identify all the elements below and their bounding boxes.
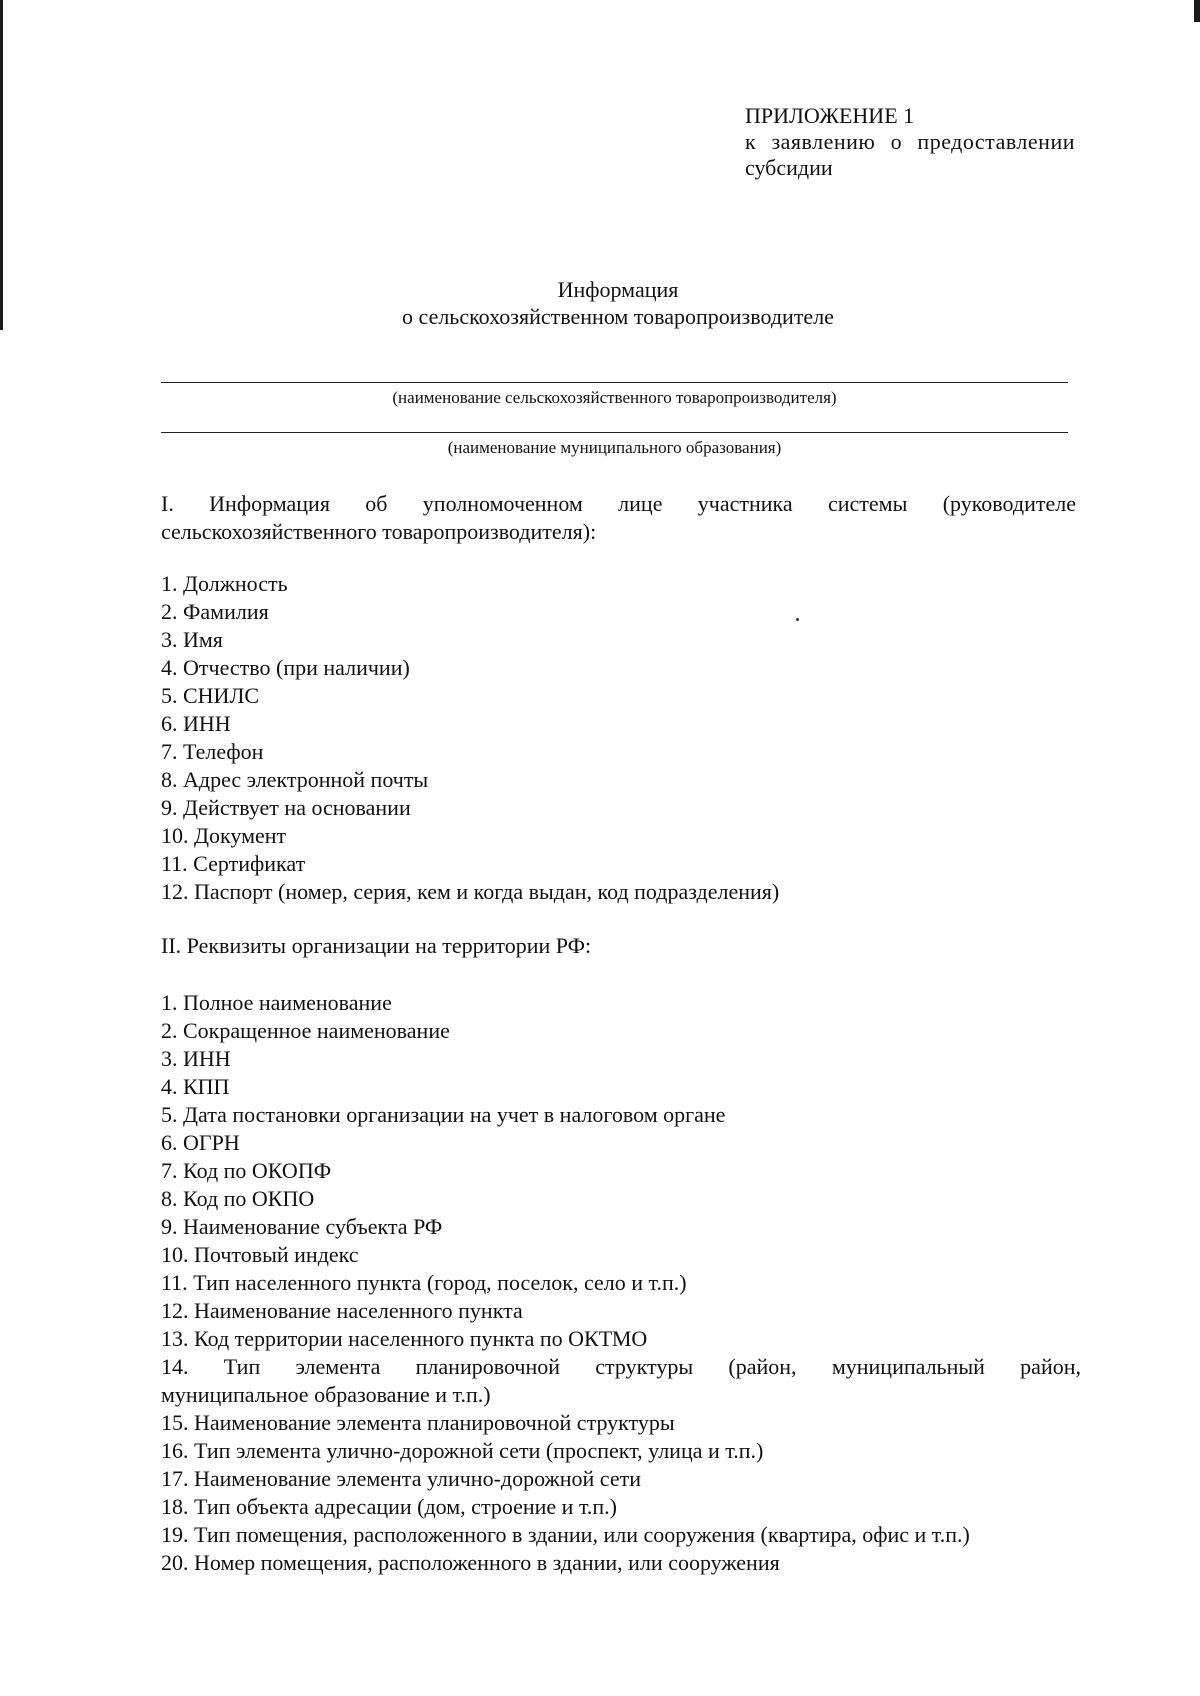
list-item: 9. Действует на основании <box>161 795 411 820</box>
list-item: 13. Код территории населенного пункта по ОКТМО <box>161 1326 648 1351</box>
list-item: 7. Телефон <box>161 739 264 764</box>
list-item: 18. Тип объекта адресации (дом, строение и т.п.) <box>161 1494 618 1519</box>
section-1-list <box>161 570 1081 906</box>
list-item: 6. ОГРН <box>161 1130 240 1155</box>
appendix-subtitle: к заявлению о предоставлении <box>745 129 1075 154</box>
producer-name-caption: (наименование сельскохозяйственного товаропроизводителя) <box>392 388 837 407</box>
list-item: 20. Номер помещения, расположенного в здании, или сооружения <box>161 1550 780 1575</box>
section-2-list <box>161 989 1081 1577</box>
list-item: 8. Адрес электронной почты <box>161 767 429 792</box>
section-1-heading-line1: I. Информация об уполномоченном лице участника системы (руководителе <box>161 491 1076 516</box>
list-item: 7. Код по ОКОПФ <box>161 1158 332 1183</box>
list-item: 4. Отчество (при наличии) <box>161 655 410 680</box>
list-item <box>161 1353 1081 1409</box>
producer-name-line <box>161 382 1068 383</box>
document-title: Информация <box>557 277 679 302</box>
section-1-heading <box>161 490 1076 546</box>
list-item: 5. Дата постановки организации на учет в налоговом органе <box>161 1102 726 1127</box>
municipality-name-line <box>161 432 1068 433</box>
appendix-subtitle-end: субсидии <box>745 155 833 180</box>
list-item: 1. Полное наименование <box>161 990 392 1015</box>
list-item: 3. ИНН <box>161 1046 231 1071</box>
appendix-title: ПРИЛОЖЕНИЕ 1 <box>745 103 915 128</box>
section-2-heading: II. Реквизиты организации на территории РФ: <box>161 933 592 958</box>
list-item: 2. Фамилия <box>161 599 269 624</box>
list-item: 15. Наименование элемента планировочной структуры <box>161 1410 675 1435</box>
list-item: 2. Сокращенное наименование <box>161 1018 450 1043</box>
list-item: 3. Имя <box>161 627 223 652</box>
list-item: 19. Тип помещения, расположенного в здании, или сооружения (квартира, офис и т.п.) <box>161 1522 970 1547</box>
list-item: 8. Код по ОКПО <box>161 1186 315 1211</box>
list-item: 12. Паспорт (номер, серия, кем и когда выдан, код подразделения) <box>161 879 780 904</box>
list-item: 6. ИНН <box>161 711 231 736</box>
appendix-block <box>745 103 1075 181</box>
section-1-heading-line2: сельскохозяйственного товаропроизводителя): <box>161 519 597 544</box>
list-item: 9. Наименование субъекта РФ <box>161 1214 443 1239</box>
list-item: 5. СНИЛС <box>161 683 260 708</box>
list-item-line2: муниципальное образование и т.п.) <box>161 1382 491 1407</box>
list-item: 4. КПП <box>161 1074 230 1099</box>
municipality-name-caption: (наименование муниципального образования) <box>447 438 782 457</box>
list-item: 1. Должность <box>161 571 288 596</box>
list-item: 17. Наименование элемента улично-дорожной сети <box>161 1466 641 1491</box>
list-item: 11. Сертификат <box>161 851 306 876</box>
list-item: 11. Тип населенного пункта (город, поселок, село и т.п.) <box>161 1270 687 1295</box>
list-item: 12. Наименование населенного пункта <box>161 1298 523 1323</box>
document-subtitle: о сельскохозяйственном товаропроизводителе <box>402 304 834 329</box>
list-item-line1: 14. Тип элемента планировочной структуры (район, муниципальный район, <box>161 1354 1081 1379</box>
list-item: 16. Тип элемента улично-дорожной сети (проспект, улица и т.п.) <box>161 1438 764 1463</box>
list-item: 10. Документ <box>161 823 287 848</box>
scan-corner-mark <box>1194 0 1200 22</box>
list-item: 10. Почтовый индекс <box>161 1242 359 1267</box>
